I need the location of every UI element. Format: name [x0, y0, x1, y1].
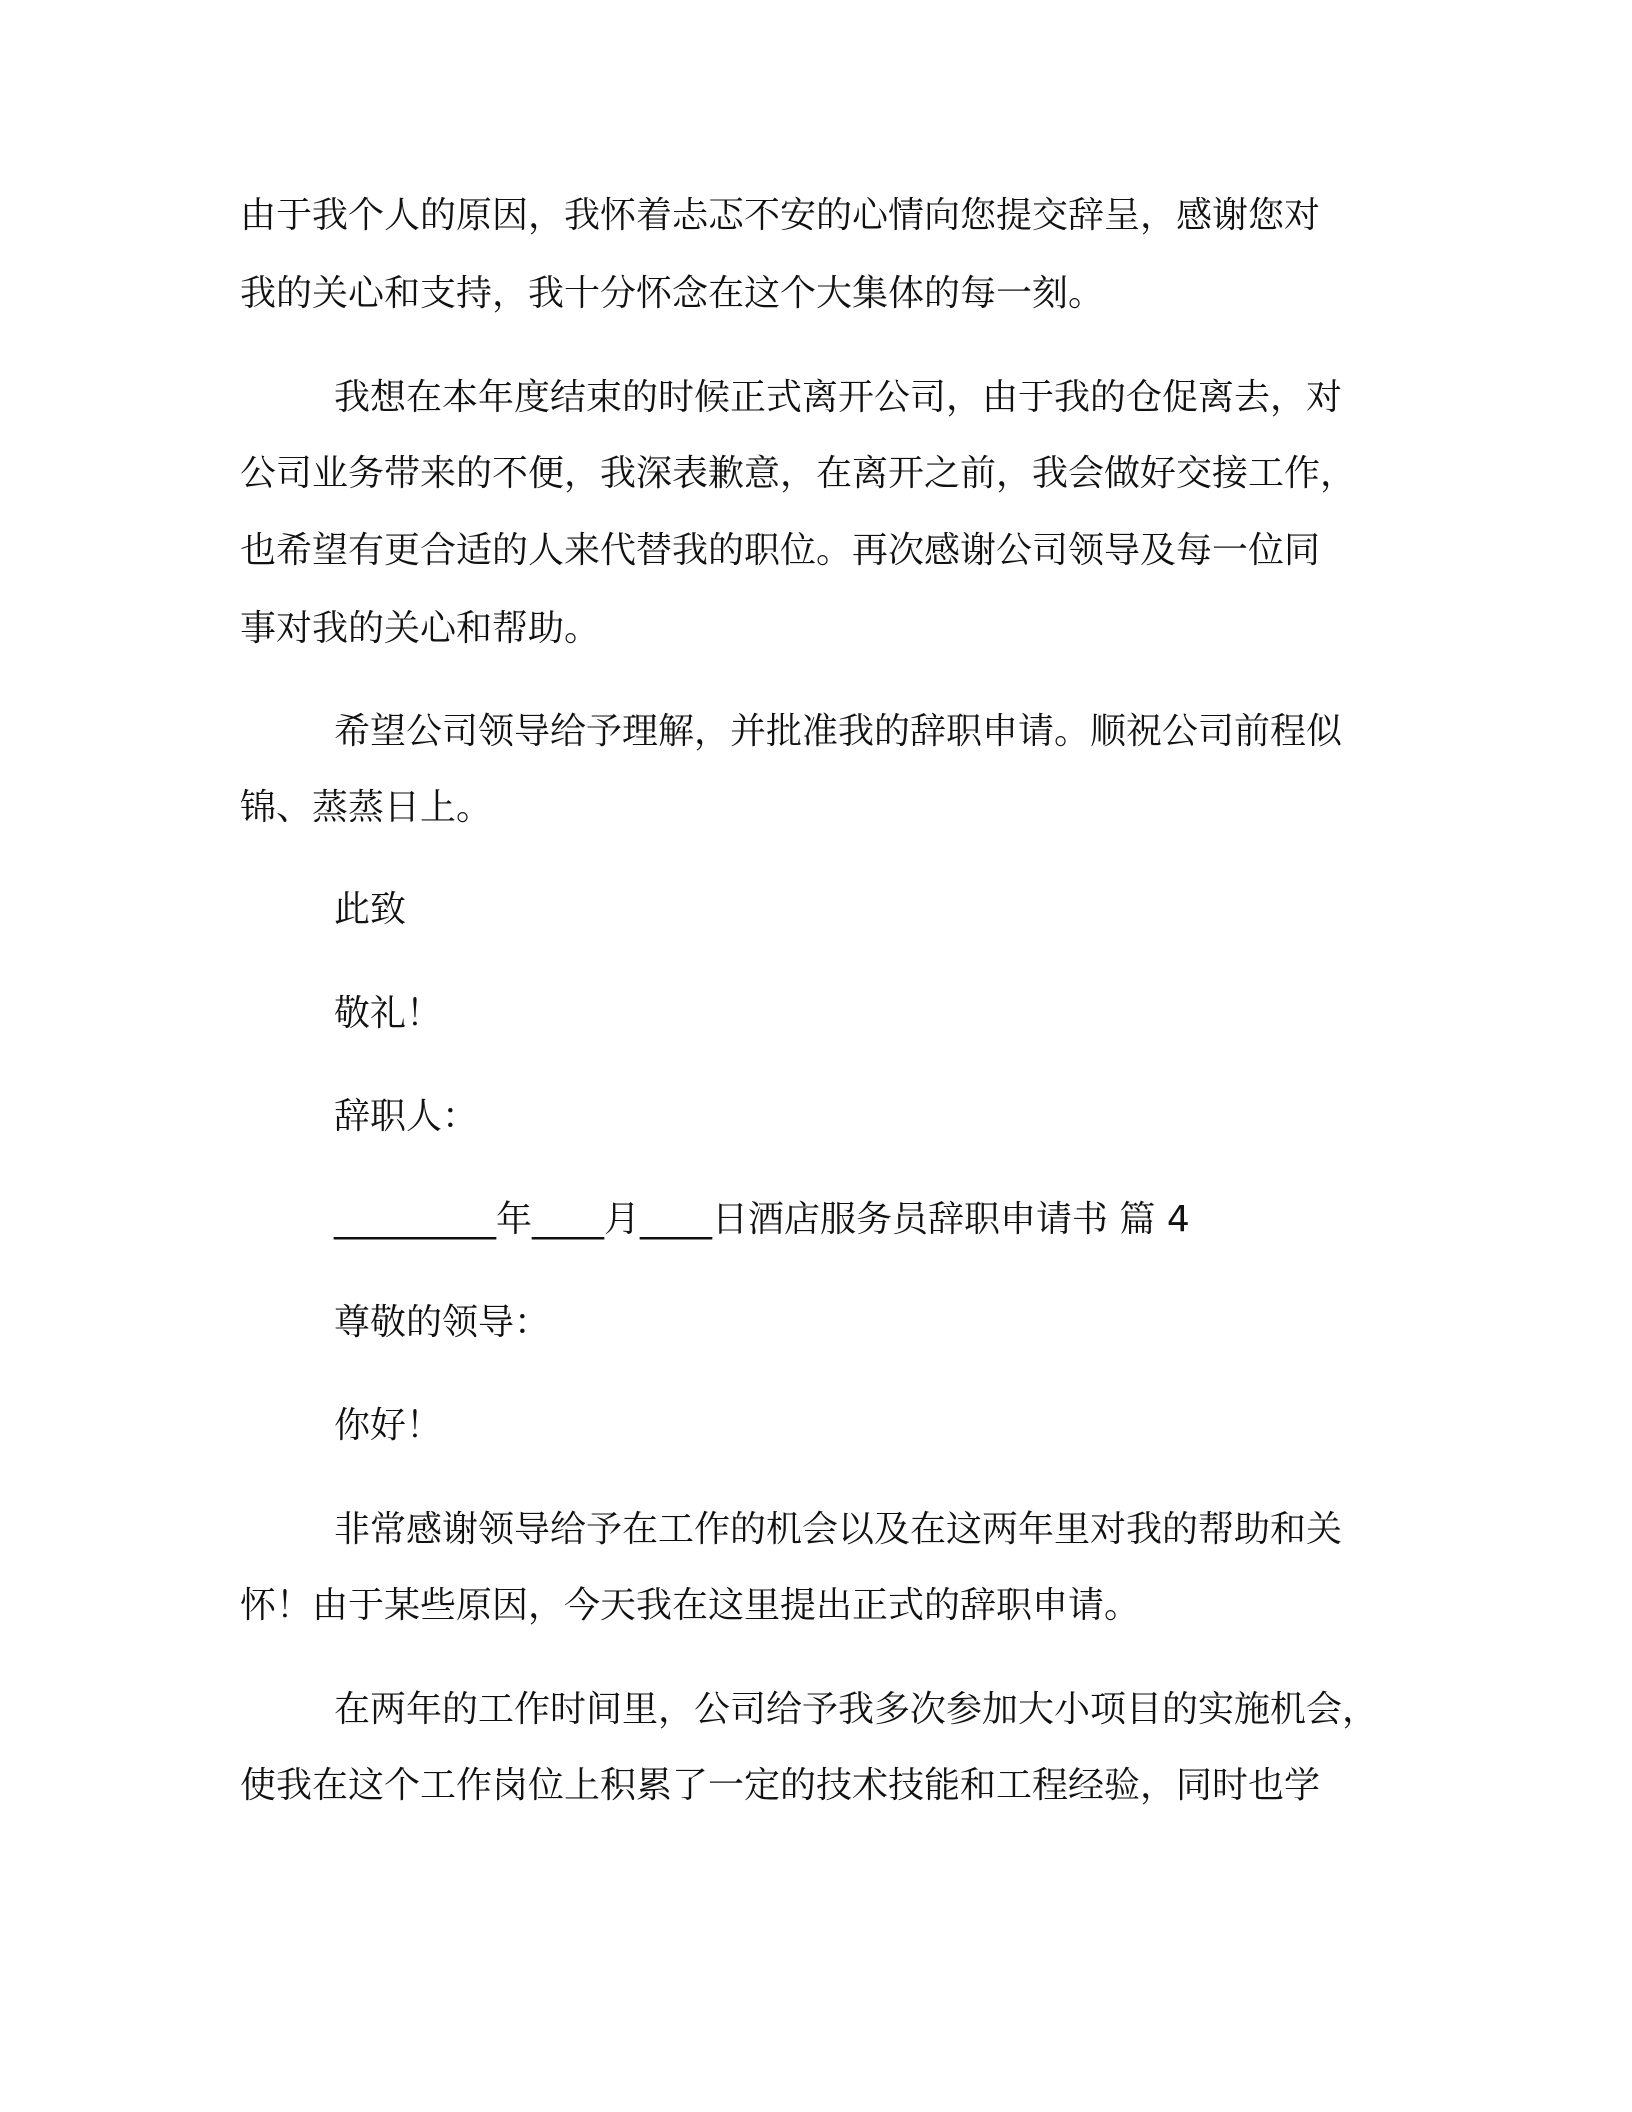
greeting-line: 尊敬的领导： [334, 1302, 551, 1343]
salutation-line: 敬礼！ [334, 993, 443, 1034]
text-line: 我想在本年度结束的时候正式离开公司，由于我的仓促离去，对 [334, 377, 1343, 418]
greeting-line: 你好！ [334, 1405, 443, 1446]
closing-line: 此致 [334, 889, 407, 930]
text-line: 由于我个人的原因，我怀着忐忑不安的心情向您提交辞呈，感谢您对 [240, 195, 1321, 236]
text-line: 使我在这个工作岗位上积累了一定的技术技能和工程经验，同时也学 [240, 1765, 1321, 1806]
text-line: 事对我的关心和帮助。 [240, 608, 601, 649]
text-line: 希望公司领导给予理解，并批准我的辞职申请。顺祝公司前程似 [334, 711, 1343, 752]
signature-line: 辞职人： [334, 1096, 479, 1137]
text-line: 公司业务带来的不便，我深表歉意，在离开之前，我会做好交接工作， [240, 453, 1357, 494]
text-line: 锦、蒸蒸日上。 [240, 787, 493, 828]
date-title-line: _________年____月____日酒店服务员辞职申请书 篇 4 [334, 1199, 1190, 1240]
text-line: 非常感谢领导给予在工作的机会以及在这两年里对我的帮助和关 [334, 1509, 1343, 1550]
text-line: 也希望有更合适的人来代替我的职位。再次感谢公司领导及每一位同 [240, 530, 1321, 571]
text-line: 在两年的工作时间里，公司给予我多次参加大小项目的实施机会， [334, 1689, 1379, 1730]
text-line: 我的关心和支持，我十分怀念在这个大集体的每一刻。 [240, 273, 1105, 314]
text-line: 怀！由于某些原因，今天我在这里提出正式的辞职申请。 [240, 1585, 1141, 1626]
